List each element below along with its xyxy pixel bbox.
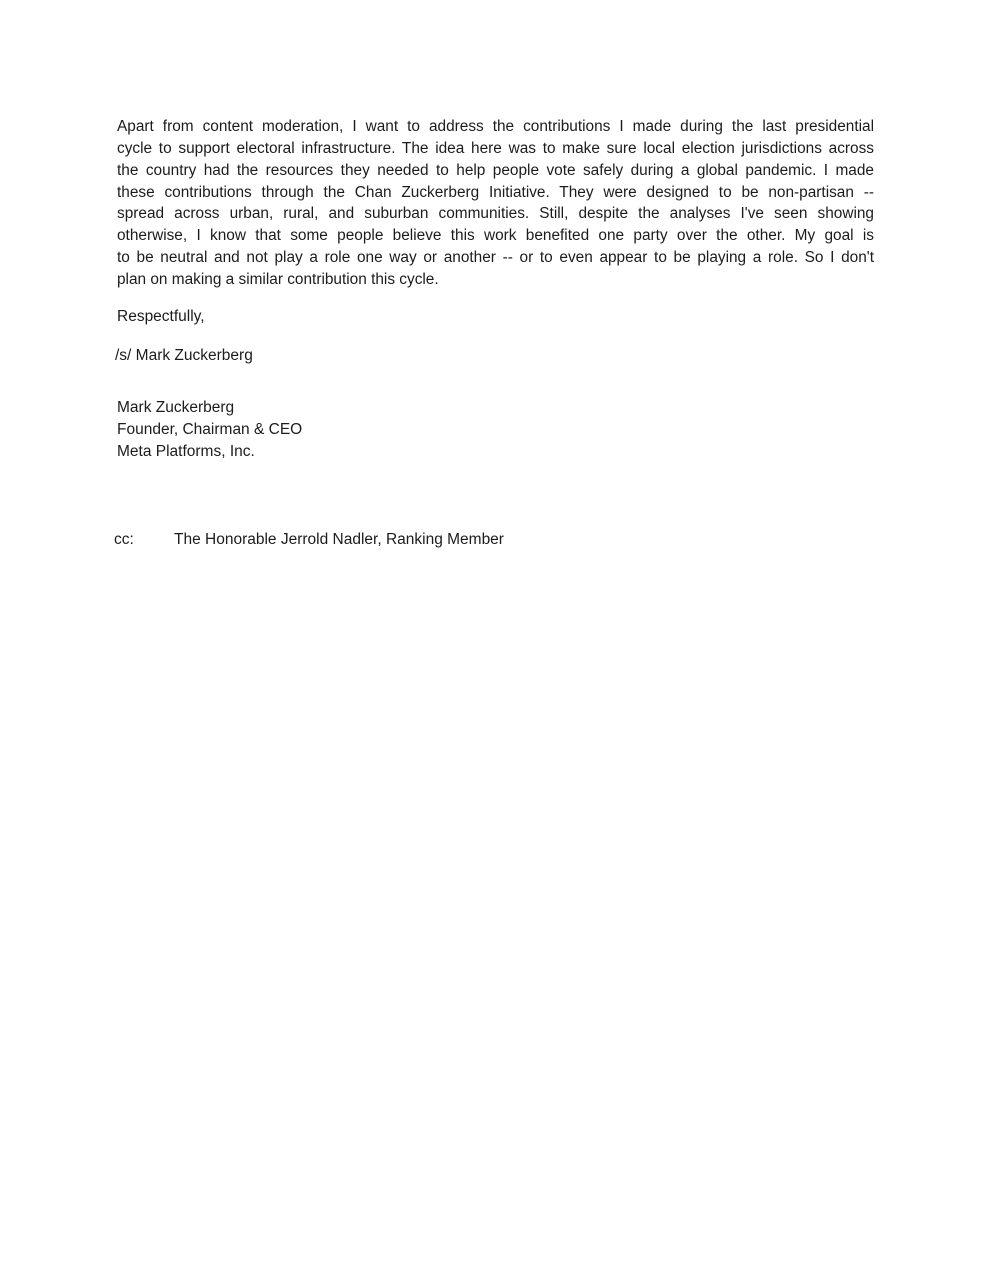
- conformed-signature: /s/ Mark Zuckerberg: [115, 347, 253, 364]
- cc-row: [114, 529, 504, 551]
- letter-body-paragraph: [117, 116, 874, 291]
- paragraph-line: cycle to support electoral infrastructure. The idea here was to make sure local election jurisdictions across: [117, 139, 874, 157]
- paragraph-line: otherwise, I know that some people believe this work benefited one party over the other. My goal is: [117, 227, 874, 245]
- paragraph-line: Apart from content moderation, I want to address the contributions I made during the last presidential: [117, 118, 874, 135]
- paragraph-line: the country had the resources they needed to help people vote safely during a global pandemic. I made: [117, 161, 874, 179]
- paragraph-line: spread across urban, rural, and suburban communities. Still, despite the analyses I've seen showing: [117, 205, 874, 223]
- signature-title: Founder, Chairman & CEO: [117, 420, 303, 438]
- cc-recipient: The Honorable Jerrold Nadler, Ranking Member: [174, 531, 504, 548]
- closing-salutation: Respectfully,: [117, 308, 205, 325]
- paragraph-line: these contributions through the Chan Zuckerberg Initiative. They were designed to be non-partisan --: [117, 183, 874, 201]
- paragraph-line: plan on making a similar contribution this cycle.: [117, 270, 439, 288]
- signature-company: Meta Platforms, Inc.: [117, 442, 255, 460]
- cc-label: cc:: [114, 531, 134, 548]
- signature-block: [117, 397, 302, 463]
- paragraph-line: to be neutral and not play a role one way or another -- or to even appear to be playing a role. So I don't: [117, 249, 874, 267]
- signature-name: Mark Zuckerberg: [117, 399, 235, 416]
